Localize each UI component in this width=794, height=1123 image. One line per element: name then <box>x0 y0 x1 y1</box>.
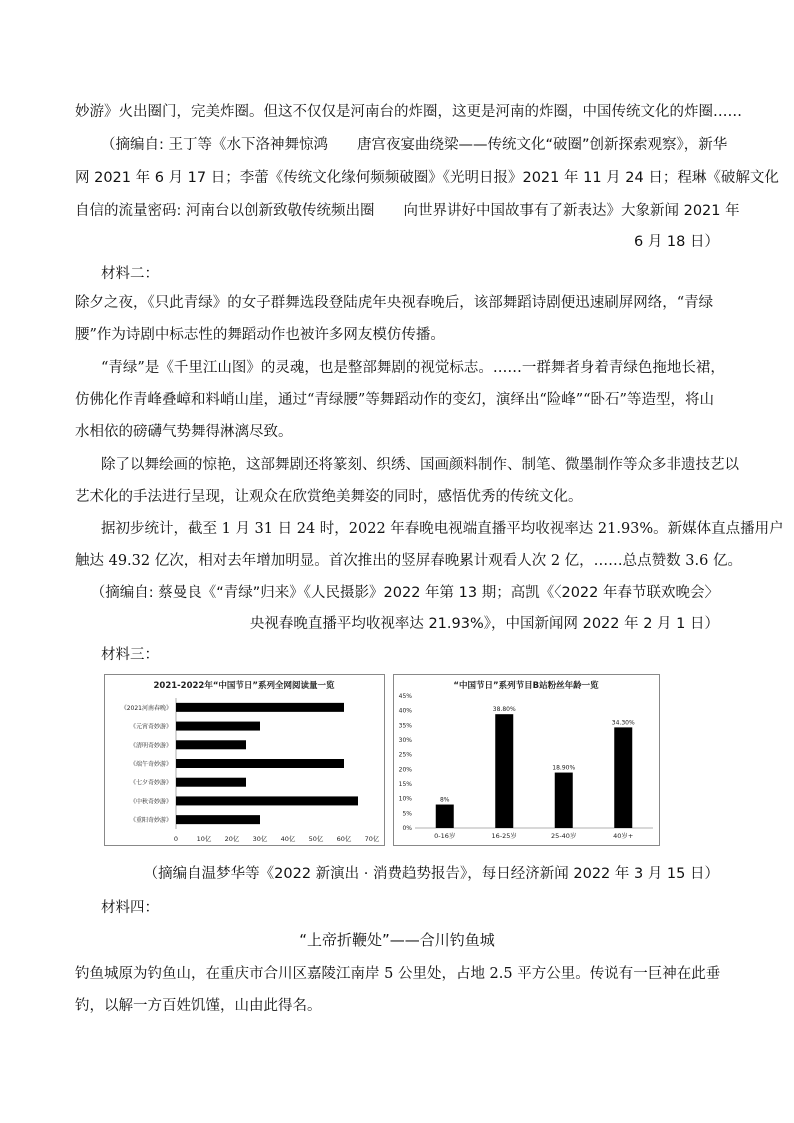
material-3-heading: 材料三： <box>101 647 159 663</box>
chart-2-category-label: 16-25岁 <box>491 832 517 840</box>
chart-2-bar <box>555 773 573 828</box>
chart-2-bar <box>436 805 454 828</box>
chart-2-category-label: 25-40岁 <box>551 832 577 840</box>
chart-1-category-label: 《清明奇妙游》 <box>129 742 172 750</box>
chart-1-category-label: 《元宵奇妙游》 <box>129 723 172 731</box>
chart-2-tick-label: 35% <box>398 722 412 730</box>
chart-2-tick-label: 20% <box>398 766 412 774</box>
source-citation-1-line-3: 自信的流量密码: 河南台以创新致敬传统频出圈 向世界讲好中国故事有了新表达》大象新闻 2021 年 <box>75 203 740 219</box>
chart-1-tick-label: 70亿 <box>364 835 380 843</box>
chart-1-category-label: 《七夕奇妙游》 <box>129 779 172 787</box>
chart-2-data-label: 8% <box>439 796 450 804</box>
chart-2-tick-label: 5% <box>402 810 412 818</box>
chart-1-title: 2021-2022年“中国节日”系列全网阅读量一览 <box>153 681 335 691</box>
material-2-para-3-line-2: 艺术化的手法进行呈现，让观众在欣赏绝美舞姿的同时，感悟优秀的传统文化。 <box>75 489 583 505</box>
chart-1-bar <box>176 740 246 749</box>
chart-1-bar <box>176 722 260 731</box>
source-citation-1-line-2: 网 2021 年 6 月 17 日；李蕾《传统文化缘何频频破圈》《光明日报》2021 年 11 月 24 日；程琳《破解文化 <box>75 170 779 186</box>
material-2-para-4-line-1: 据初步统计，截至 1 月 31 日 24 时，2022 年春晚电视端直播平均收视率达 21.93%。新媒体直点播用户 <box>101 521 784 537</box>
chart-1-bar <box>176 759 344 768</box>
material-4-subtitle: “上帝折鞭处”——合川钓鱼城 <box>299 931 495 949</box>
chart-1-bar <box>176 703 344 712</box>
chart-1-bar <box>176 815 260 824</box>
material-2-para-2-line-2: 仿佛化作青峰叠嶂和料峭山崖，通过“青绿腰”等舞蹈动作的变幻，演绎出“险峰”“卧石”等造型，将山 <box>75 392 714 408</box>
chart-1-tick-label: 60亿 <box>336 835 352 843</box>
material-4-para-1-line-1: 钓鱼城原为钓鱼山，在重庆市合川区嘉陵江南岸 5 公里处，占地 2.5 平方公里。传说有一巨神在此垂 <box>75 966 721 982</box>
material-2-para-1-line-2: 腰”作为诗剧中标志性的舞蹈动作也被许多网友模仿传播。 <box>75 327 445 343</box>
material-4-para-1-line-2: 钓，以解一方百姓饥馑，山由此得名。 <box>75 998 322 1014</box>
material-2-para-2-line-3: 水相依的磅礴气势舞得淋漓尽致。 <box>75 424 293 440</box>
chart-1-category-label: 《2021河南春晚》 <box>120 704 172 712</box>
chart-1-category-label: 《端午奇妙游》 <box>129 761 172 768</box>
bilibili-fan-age-chart <box>393 674 660 846</box>
chart-2-tick-label: 25% <box>398 751 412 759</box>
chart-1-category-label: 《重阳奇妙游》 <box>129 817 172 825</box>
chart-1-bar <box>176 796 358 805</box>
reading-volume-chart <box>104 674 385 846</box>
chart-1-tick-label: 20亿 <box>224 835 240 843</box>
material-4-heading: 材料四： <box>101 900 159 916</box>
chart-2-tick-label: 45% <box>398 693 412 700</box>
chart-2-data-label: 18.90% <box>552 764 576 772</box>
chart-1-bar <box>176 778 246 787</box>
material-2-para-1-line-1: 除夕之夜，《只此青绿》的女子群舞选段登陆虎年央视春晚后，该部舞蹈诗剧便迅速刷屏网络，“青绿 <box>75 295 714 311</box>
source-citation-2-line-2: 央视春晚直播平均收视率达 21.93%》，中国新闻网 2022 年 2 月 1 日） <box>249 616 719 632</box>
chart-1-tick-label: 10亿 <box>196 835 212 843</box>
material-2-heading: 材料二： <box>101 266 159 282</box>
chart-1-tick-label: 30亿 <box>252 835 268 843</box>
chart-2-category-label: 40岁+ <box>613 832 634 840</box>
source-citation-1-line-4: 6 月 18 日） <box>633 234 719 250</box>
chart-2-category-label: 0-16岁 <box>434 832 456 840</box>
chart-2-tick-label: 40% <box>398 707 412 715</box>
material-2-para-3-line-1: 除了以舞绘画的惊艳，这部舞剧还将篆刻、织绣、国画颜料制作、制笔、微墨制作等众多非遗技艺以 <box>101 457 739 473</box>
para-1-end: 妙游》火出圈门，完美炸圈。但这不仅仅是河南台的炸圈，这更是河南的炸圈，中国传统文化的炸圈…… <box>75 104 742 120</box>
chart-2-tick-label: 15% <box>398 781 412 788</box>
chart-1-category-label: 《中秋奇妙游》 <box>129 798 172 806</box>
chart-1-tick-label: 40亿 <box>280 835 296 843</box>
source-citation-2-line-1: （摘编自: 蔡曼良《“青绿”归来》《人民摄影》2022 年第 13 期；高凯《〈2022 年春节联欢晚会〉 <box>90 585 719 601</box>
chart-1-tick-label: 50亿 <box>308 835 324 843</box>
chart-2-tick-label: 10% <box>398 795 412 803</box>
material-2-para-4-line-2: 触达 49.32 亿次，相对去年增加明显。首次推出的竖屏春晚累计观看人次 2 亿，……总点赞数 3.6 亿。 <box>75 553 742 569</box>
material-2-para-2-line-1: “青绿”是《千里江山图》的灵魂，也是整部舞剧的视觉标志。……一群舞者身着青绿色拖地长裙， <box>101 360 725 376</box>
chart-2-data-label: 38.80% <box>492 706 516 714</box>
chart-2-bar <box>495 714 513 828</box>
chart-2-bar <box>614 727 632 828</box>
chart-1-tick-label: 0 <box>173 835 179 843</box>
chart-2-tick-label: 30% <box>398 737 412 744</box>
source-citation-3: （摘编自温梦华等《2022 新演出 · 消费趋势报告》，每日经济新闻 2022 年 3 月 15 日） <box>143 866 719 882</box>
chart-2-title: “中国节日”系列节目B站粉丝年龄一览 <box>453 681 599 691</box>
chart-2-data-label: 34.30% <box>611 719 635 727</box>
chart-2-tick-label: 0% <box>402 825 412 832</box>
source-citation-1-line-1: （摘编自: 王丁等《水下洛神舞惊鸿 唐宫夜宴曲绕梁——传统文化“破圈”创新探索观察》，新华 <box>101 137 728 153</box>
